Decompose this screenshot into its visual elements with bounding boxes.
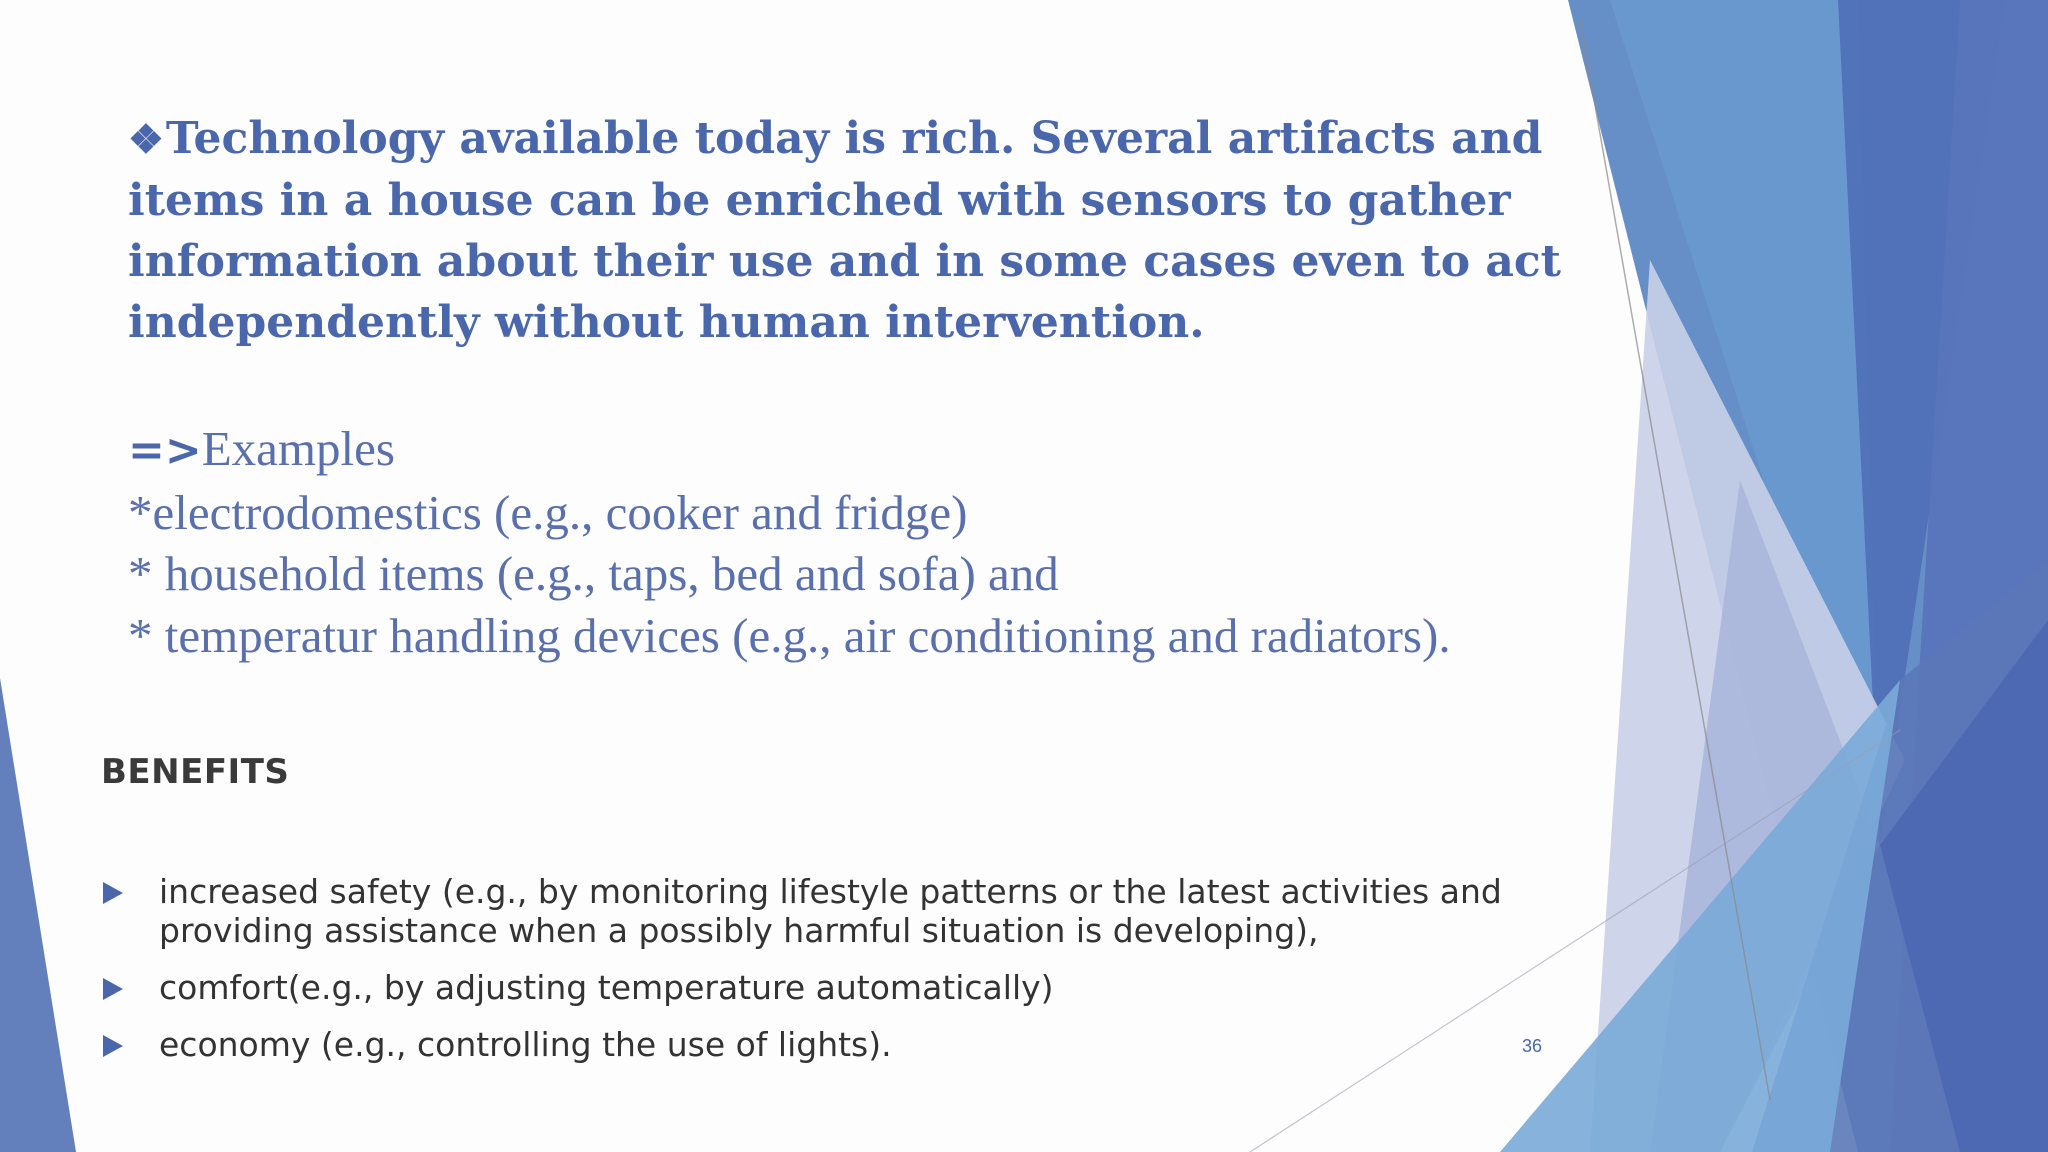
diamond-bullet-icon: ❖ <box>128 116 164 163</box>
benefits-list <box>101 872 1551 1082</box>
benefit-item <box>101 1025 1551 1064</box>
page-number: 36 <box>1522 1036 1543 1056</box>
triangle-bullet-icon <box>103 1035 123 1057</box>
intro-paragraph <box>128 108 1588 353</box>
benefit-text: increased safety (e.g., by monitoring lifestyle patterns or the latest activities and providing assistance when a possibly harmful situation is developing), <box>159 872 1502 950</box>
benefit-item <box>101 872 1551 950</box>
example-item: *electrodomestics (e.g., cooker and fridge) <box>128 484 968 540</box>
example-item: * temperatur handling devices (e.g., air conditioning and radiators). <box>128 607 1451 663</box>
benefit-text: economy (e.g., controlling the use of lights). <box>159 1025 892 1064</box>
examples-block <box>128 418 1628 666</box>
benefit-text: comfort(e.g., by adjusting temperature automatically) <box>159 968 1054 1007</box>
examples-heading-line <box>128 418 1628 482</box>
examples-heading: Examples <box>201 421 395 476</box>
triangle-bullet-icon <box>103 882 123 904</box>
intro-text: Technology available today is rich. Several artifacts and items in a house can be enriched with sensors to gather information about their use and in some cases even to act independently without human intervention. <box>128 113 1562 348</box>
benefits-heading: BENEFITS <box>101 752 290 792</box>
benefit-item <box>101 968 1551 1007</box>
triangle-bullet-icon <box>103 978 123 1000</box>
example-item: * household items (e.g., taps, bed and sofa) and <box>128 546 1059 601</box>
arrow-marker: => <box>128 425 202 476</box>
